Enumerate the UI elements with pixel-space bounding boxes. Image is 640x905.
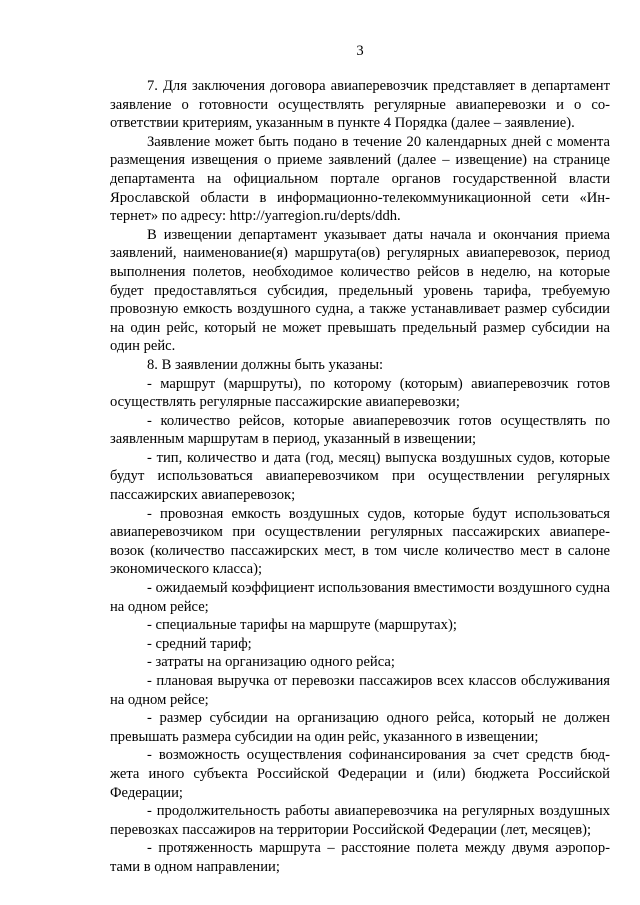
page-number: 3 (356, 43, 364, 59)
list-item-load-factor: - ожидаемый коэффициент использования вместимости воздушного судна на одном рейсе; (110, 580, 610, 615)
paragraph-8-heading: 8. В заявлении должны быть указаны: (147, 356, 384, 373)
list-item-flight-costs: - затраты на организацию одного рейса; (147, 654, 395, 671)
list-item-average-fare: - средний тариф; (147, 635, 252, 652)
list-item-subsidy-amount: - размер субсидии на организацию одного рейса, который не должен превышать размера субсидии на один рейс, указанного в извещении; (110, 710, 610, 745)
list-item-operating-duration: - продолжительность работы авиаперевозчика на регулярных воздушных перевозках пассажиров на территории Российской Федерации (лет, месяцев); (110, 803, 610, 838)
document-body (110, 77, 610, 877)
list-item-aircraft-type: - тип, количество и дата (год, месяц) выпуска воздушных судов, которые будут использоваться авиаперевозчиком при осуществлении регулярных пассажирских авиаперевозок; (110, 449, 610, 504)
paragraph-notice-contents: В извещении департамент указывает даты начала и окончания приема заявлений, наименование(я) маршрута(ов) регулярных авиаперевозок, период выполнения полетов, необходимое количество рейсов в неделю, на которые будет предоставляться субсидия, предельный уровень тарифа, требуемую провозную емкость воздушного судна, а также устанавливает размер субсидии на один рейс, который не может превышать предельный размер субсидии на один рейс. (110, 226, 610, 355)
list-item-route: - маршрут (маршруты), по которому (которым) авиаперевозчик готов осуществлять регулярные пассажирские авиаперевозки; (110, 375, 610, 411)
paragraph-application-deadline: Заявление может быть подано в течение 20 календарных дней с момента размещения извещения о приеме заявлений (далее – извещение) на странице департамента на официальном портале органов государственной власти Ярославской области в информационно-телекоммуникационной сети «Интернет» по адресу: http://yarregion.ru/depts/ddh. (110, 133, 610, 225)
list-item-special-fares: - специальные тарифы на маршруте (маршрутах); (147, 617, 457, 634)
list-item-cofinancing: - возможность осуществления софинансирования за счет средств бюджета иного субъекта Российской Федерации и (или) бюджета Российской Федерации; (110, 747, 610, 801)
paragraph-7-submission: 7. Для заключения договора авиаперевозчик представляет в департамент заявление о готовности осуществлять регулярные авиаперевозки и о соответствии критериям, указанным в пункте 4 Порядка (далее – заявление). (110, 78, 610, 132)
list-item-flight-count: - количество рейсов, которые авиаперевозчик готов осуществлять по заявленным маршрутам в период, указанный в извещении; (110, 412, 610, 448)
list-item-planned-revenue: - плановая выручка от перевозки пассажиров всех классов обслуживания на одном рейсе; (110, 673, 610, 708)
list-item-route-length: - протяженность маршрута – расстояние полета между двумя аэропортами в одном направлении; (110, 840, 610, 875)
list-item-capacity: - провозная емкость воздушных судов, которые будут использоваться авиаперевозчиком при осуществлении регулярных пассажирских авиаперевозок (количество пассажирских мест, в том числе количество мест в салоне экономического класса); (110, 505, 610, 578)
document-page (110, 0, 610, 905)
